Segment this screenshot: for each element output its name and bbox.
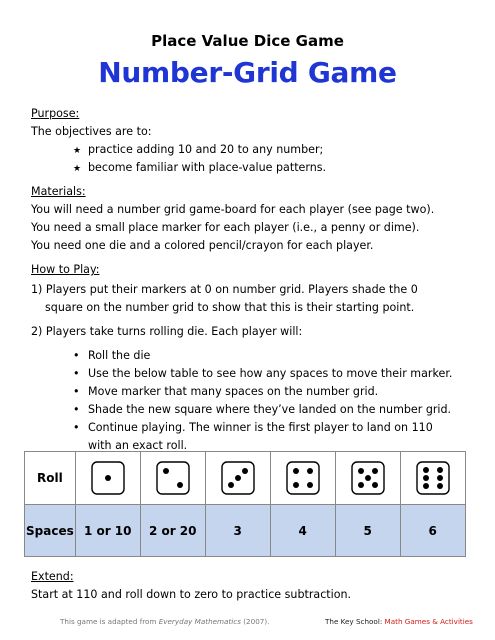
step-bullet: • Continue playing. The winner is the first player to land on 110 [73, 419, 433, 438]
purpose-intro: The objectives are to: [31, 125, 152, 138]
die-cell [400, 452, 465, 505]
die-face [287, 462, 319, 494]
objective-item: ★ practice adding 10 and 20 to any number; [73, 141, 323, 161]
footer-school-name: The Key School: [325, 617, 385, 626]
die-pip [372, 482, 378, 488]
die-cell [205, 452, 270, 505]
step-1-line: 1) Players put their markers at 0 on number grid. Players shade the 0 [31, 283, 418, 296]
extend-text: Start at 110 and roll down to zero to practice subtraction. [31, 588, 352, 601]
die-pip [437, 475, 443, 481]
die-two-icon [156, 461, 190, 495]
die-pip [293, 482, 299, 488]
die-face [417, 462, 449, 494]
die-pip [163, 468, 169, 474]
die-four-icon [286, 461, 320, 495]
die-pip [358, 468, 364, 474]
how-to-play-heading: How to Play: [31, 263, 100, 276]
die-three-icon [221, 461, 255, 495]
footer-source: Everyday Mathematics [158, 617, 241, 626]
die-pip [437, 483, 443, 489]
die-pip [105, 475, 111, 481]
die-pip [242, 468, 248, 474]
step-2-line: 2) Players take turns rolling die. Each player will: [31, 325, 303, 338]
page-title: Number-Grid Game [98, 56, 397, 89]
footer-link[interactable]: Math Games & Activities [384, 617, 473, 626]
step-1-line: square on the number grid to show that this is their starting point. [45, 301, 415, 314]
step-bullet: • Shade the new square where they’ve landed on the number grid. [73, 401, 451, 420]
step-bullet: • Move marker that many spaces on the number grid. [73, 383, 378, 402]
die-pip [372, 468, 378, 474]
roll-spaces-table [24, 451, 466, 557]
game-subtitle: Place Value Dice Game [151, 32, 344, 50]
spaces-value: 4 [270, 505, 335, 557]
die-cell [270, 452, 335, 505]
die-pip [437, 467, 443, 473]
die-pip [307, 468, 313, 474]
spaces-row [25, 505, 466, 557]
spaces-label: Spaces [25, 505, 76, 557]
die-pip [423, 483, 429, 489]
step-bullet: • Roll the die [73, 347, 150, 366]
footer-suffix: (2007). [240, 617, 270, 626]
materials-line: You will need a number grid game-board for each player (see page two). [31, 203, 435, 216]
spaces-value: 5 [335, 505, 400, 557]
extend-heading: Extend: [31, 570, 74, 583]
roll-label: Roll [25, 452, 76, 505]
footer-attribution [60, 617, 269, 626]
spaces-value: 3 [205, 505, 270, 557]
footer-school [325, 617, 473, 626]
die-five-icon [351, 461, 385, 495]
spaces-value: 6 [400, 505, 465, 557]
die-cell [335, 452, 400, 505]
die-cell [75, 452, 140, 505]
materials-heading: Materials: [31, 185, 86, 198]
die-pip [365, 475, 371, 481]
spaces-value: 2 or 20 [140, 505, 205, 557]
step-bullet: • Use the below table to see how any spaces to move their marker. [73, 365, 452, 384]
materials-line: You need a small place marker for each player (i.e., a penny or dime). [31, 221, 420, 234]
die-pip [235, 475, 241, 481]
spaces-value: 1 or 10 [75, 505, 140, 557]
roll-row [25, 452, 466, 505]
die-pip [358, 482, 364, 488]
footer-prefix: This game is adapted from [60, 617, 159, 626]
die-face [157, 462, 189, 494]
die-pip [293, 468, 299, 474]
die-pip [423, 467, 429, 473]
die-cell [140, 452, 205, 505]
purpose-heading: Purpose: [31, 107, 80, 120]
die-pip [177, 482, 183, 488]
die-pip [423, 475, 429, 481]
materials-line: You need one die and a colored pencil/crayon for each player. [31, 239, 374, 252]
die-pip [307, 482, 313, 488]
objective-item: ★ become familiar with place-value patterns. [73, 159, 326, 179]
die-six-icon [416, 461, 450, 495]
die-one-icon [91, 461, 125, 495]
die-pip [228, 482, 234, 488]
step-bullet-continuation: with an exact roll. [88, 439, 188, 452]
